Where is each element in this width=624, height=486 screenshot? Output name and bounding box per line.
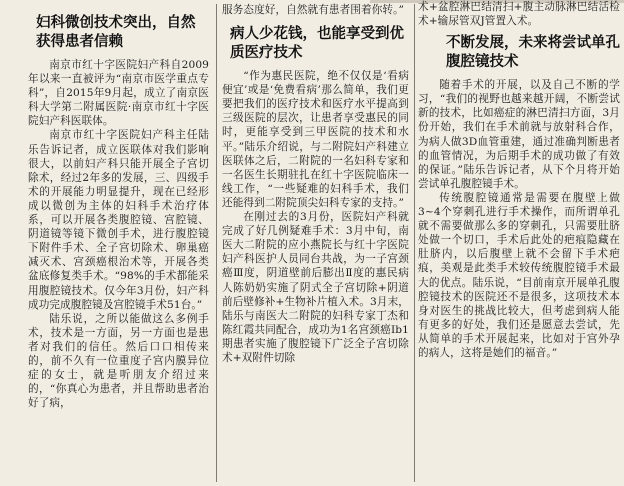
article-paragraph: 在刚过去的3月份，医院妇产科就完成了好几例疑难手术：3月中旬，南医大二附院的应小燕院长与红十字医院妇产科医护人员同台共战，为一子宫颈癌Ⅲ度，阴道壁前后膨出Ⅱ度的惠民病人陈奶奶实施了阴式全子宫切除+阴道前后壁修补+生物补片植入术。3月末，陆乐与南医大二附院的妇科专家丁杰和陈红霞共同配合，成功为1名宫颈癌Ib1期患者实施了腹腔镜下广泛全子宫切除术+双附件切除	[222, 211, 409, 364]
headline-single-port-laparoscopy: 不断发展，未来将尝试单孔腹腔镜技术	[446, 35, 620, 71]
article-paragraph: 随着手术的开展，以及自己不断的学习，“我们的视野也越来越开阔，不断尝试新的技术，比如癌症的淋巴清扫方面，3月份开始，我们在手术前就与放射科合作，为病人做3D血管重建，通过准确判断患者的血管情况，为后期手术的成功做了有效的保证。”陆乐告诉记者，从下个月将开始尝试单孔腹腔镜手术。	[418, 79, 620, 190]
article-paragraph: 南京市红十字医院妇产科自2009年以来一直被评为“南京市医学重点专科”，自2015年9月起，成立了南京医科大学第二附属医院·南京市红十字医院妇产科医联体。	[28, 59, 209, 128]
article-paragraph: 陆乐说，之所以能做这么多例手术，技术是一方面，另一方面也是患者对我们的信任。然后口口相传来的，前不久有一位重度子宫内膜异位症的女士，就是听朋友介绍过来的，“你真心为患者，并且帮助患者治好了病，	[28, 312, 209, 410]
column-divider	[414, 4, 415, 482]
article-continuation: 服务态度好，自然就有患者围着你转。”	[222, 4, 405, 16]
column-3	[418, 0, 624, 486]
column-divider	[216, 4, 217, 482]
article-continuation: 术+盆腔淋巴结清扫+腹主动脉淋巴结活检术+输尿管双J管置入术。	[418, 1, 620, 28]
headline-gynecology-minimally-invasive: 妇科微创技术突出，自然获得患者信赖	[36, 15, 196, 50]
article-paragraph: 南京市红十字医院妇产科主任陆乐告诉记者，成立医联体对我们影响很大，以前妇产科只能开展全子宫切除术，经过2年多的发展，三、四级手术的开展能力明显提升，现在已经形成以微创为主体的妇科手术治疗体系，可以开展各类腹腔镜、宫腔镜、阴道镜等镜下微创手术，进行腹腔镜下附件手术、全子宫切除术、卵巢癌减灭术、宫颈癌根治术等，开展各类盆底修复类手术。“98%的手术都能采用腹腔镜技术。仅今年3月份，妇产科成功完成腹腔镜及宫腔镜手术51台。”	[28, 129, 209, 311]
column-1	[0, 0, 213, 486]
column-2	[222, 0, 413, 486]
article-paragraph: “作为惠民医院，绝不仅仅是‘看病便宜’或是‘免费看病’那么简单，我们更要把我们的医疗技术和医疗水平提高到三级医院的层次，让患者享受惠民的同时，更能享受到三甲医院的技术和水平。”陆乐介绍说，与二附院妇产科建立医联体之后，二附院的一名妇科专家和一名医生长期驻扎在红十字医院临床一线工作，“一些疑难的妇科手术，我们还能得到二附院顶尖妇科专家的支持。”	[222, 70, 409, 209]
headline-affordable-quality-care: 病人少花钱，也能享受到优质医疗技术	[230, 26, 404, 62]
article-paragraph: 传统腹腔镜通常是需要在腹壁上做3~4个穿刺孔进行手术操作，而所谓单孔就不需要做那么多的穿刺孔，只需要肚脐处做一个切口，手术后此处的疤痕隐藏在肚脐内，以后腹壁上就不会留下手术疤痕，美观是此类手术较传统腹腔镜手术最大的优点。陆乐说，“目前南京开展单孔腹腔镜技术的医院还不是很多，这项技术本身对医生的挑战比较大，但考虑到病人能有更多的好处，我们还是愿意去尝试，先从简单的手术开展起来，比如对于宫外孕的病人，这将是她们的福音。”	[418, 191, 620, 359]
